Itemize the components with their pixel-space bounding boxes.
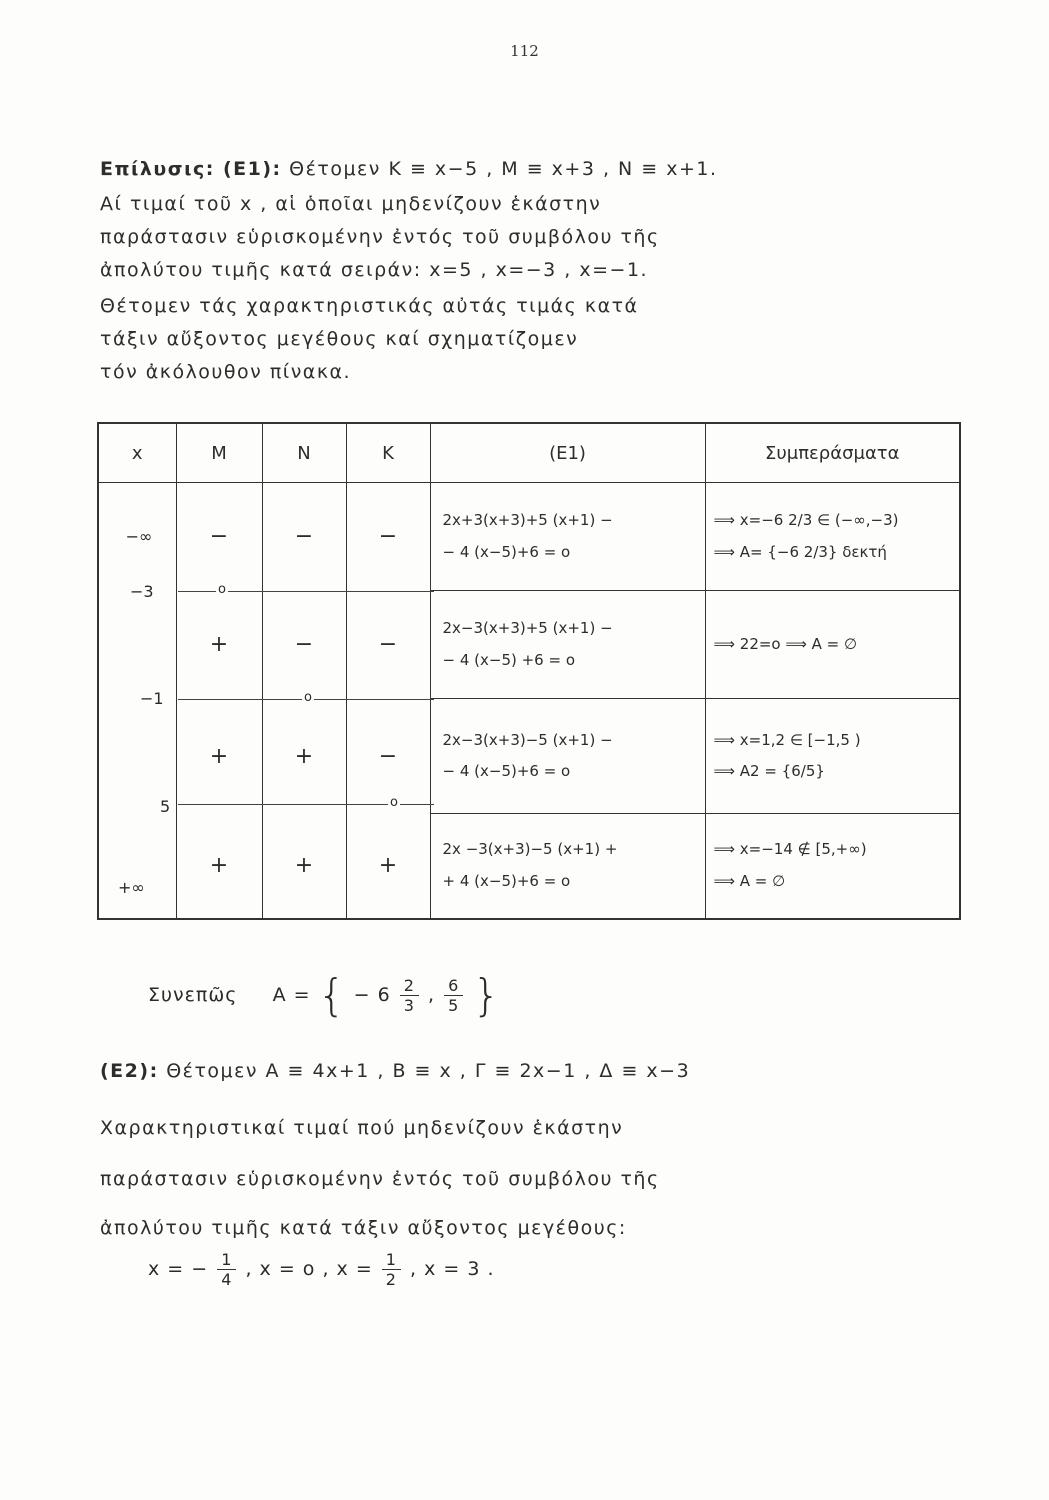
equation-cell	[430, 699, 705, 814]
fraction	[382, 1250, 401, 1289]
equation-line: − 4 (x−5)+6 = o	[442, 542, 571, 561]
table-row	[98, 814, 960, 919]
e2-line-4: ἀπολύτου τιμῆς κατά τάξιν αὔξοντος μεγέθους:	[100, 1217, 627, 1239]
equation-cell	[430, 483, 705, 591]
header-n: N	[262, 423, 346, 483]
intro-line-3: παράστασιν εὑρισκομένην ἐντός τοῦ συμβόλου τῆς	[100, 226, 660, 248]
result-line: ⟹ 22=o ⟹ A = ∅	[713, 634, 858, 653]
para2-line-2: τάξιν αὔξοντος μεγέθους καί σχηματίζομεν	[100, 328, 579, 350]
fraction-denominator: 4	[221, 1270, 233, 1289]
result-cell	[705, 591, 960, 699]
fraction-numerator: 6	[444, 976, 463, 996]
equation-line: − 4 (x−5)+6 = o	[442, 762, 571, 780]
separator: ,	[428, 984, 436, 1006]
fraction-numerator: 2	[400, 976, 419, 996]
header-e1: (E1)	[430, 423, 705, 483]
sign-m: +	[176, 699, 262, 814]
left-brace-icon: {	[317, 970, 347, 1021]
value-pre: x = −	[148, 1258, 209, 1280]
equation-line: − 4 (x−5) +6 = o	[442, 650, 576, 669]
fraction	[217, 1250, 236, 1289]
sign-n: −	[262, 591, 346, 699]
e2-line-3: παράστασιν εὑρισκομένην ἐντός τοῦ συμβόλου τῆς	[100, 1168, 660, 1190]
fraction	[444, 976, 463, 1015]
e2-line-1-text: Θέτομεν A ≡ 4x+1 , B ≡ x , Γ ≡ 2x−1 , Δ ≡ x−3	[166, 1060, 691, 1082]
equation-cell	[430, 814, 705, 919]
conclusion-minus-six: − 6	[353, 984, 391, 1006]
x-value-plus-infinity: +∞	[118, 878, 145, 897]
right-brace-icon: }	[472, 970, 502, 1021]
intro-line-4: ἀπολύτου τιμῆς κατά σειράν: x=5 , x=−3 , x=−1.	[100, 259, 649, 281]
result-line: ⟹ x=−14 ∉ [5,+∞)	[713, 840, 867, 859]
table-row	[98, 699, 960, 814]
intro-line-2: Αί τιμαί τοῦ x , αἱ ὁποῖαι μηδενίζουν ἑκάστην	[100, 193, 602, 215]
equation-line: 2x+3(x+3)+5 (x+1) −	[442, 511, 613, 529]
fraction-numerator: 1	[382, 1250, 401, 1270]
sign-m: +	[176, 814, 262, 919]
fraction-denominator: 3	[403, 996, 415, 1015]
e2-label: (E2):	[100, 1060, 159, 1082]
x-value-5: 5	[160, 797, 171, 816]
equation-line: 2x−3(x+3)−5 (x+1) −	[442, 730, 613, 749]
fraction	[400, 976, 419, 1015]
zero-mark-k: o	[390, 795, 398, 810]
value-pre: x =	[336, 1258, 373, 1280]
sign-n: −	[262, 483, 346, 591]
fraction-denominator: 2	[385, 1270, 397, 1289]
result-cell	[705, 814, 960, 919]
conclusion-label: Συνεπῶς	[148, 984, 238, 1006]
zero-mark-n: o	[304, 690, 312, 705]
result-cell	[705, 483, 960, 591]
header-m: M	[176, 423, 262, 483]
sign-m: −	[176, 483, 262, 591]
result-line: ⟹ A = ∅	[713, 871, 786, 890]
page-number: 112	[510, 42, 539, 60]
solution-label: Επίλυσις: (E1):	[100, 158, 282, 180]
header-x: x	[98, 423, 176, 483]
e2-line-1	[100, 1060, 690, 1082]
equation-line: + 4 (x−5)+6 = o	[442, 871, 571, 890]
result-line: ⟹ A= {−6 2/3} δεκτή	[713, 542, 887, 561]
value-end: , x = 3 .	[410, 1258, 495, 1280]
result-line: ⟹ x=1,2 ∈ [−1,5 )	[713, 730, 861, 749]
table-row	[98, 591, 960, 699]
sign-k: −	[346, 699, 430, 814]
result-cell	[705, 699, 960, 814]
equation-line: 2x −3(x+3)−5 (x+1) +	[442, 840, 618, 859]
intro-line-1	[100, 158, 718, 180]
header-conclusions: Συμπεράσματα	[705, 423, 960, 483]
x-value-minus-1: −1	[140, 689, 164, 708]
conclusion	[148, 970, 501, 1021]
zero-mark-m: o	[218, 582, 226, 597]
intro-line-1-text: Θέτομεν K ≡ x−5 , M ≡ x+3 , N ≡ x+1.	[289, 158, 718, 180]
e2-values	[148, 1250, 495, 1289]
equation-line: 2x−3(x+3)+5 (x+1) −	[442, 619, 613, 637]
sign-k: −	[346, 591, 430, 699]
x-axis-column	[98, 483, 176, 919]
header-k: K	[346, 423, 430, 483]
e2-line-2: Χαρακτηριστικαί τιμαί πού μηδενίζουν ἑκάστην	[100, 1117, 624, 1139]
sign-k: +	[346, 814, 430, 919]
fraction-numerator: 1	[217, 1250, 236, 1270]
sign-k: −	[346, 483, 430, 591]
sign-n: +	[262, 814, 346, 919]
table-row	[98, 483, 960, 591]
sign-n: +	[262, 699, 346, 814]
result-line: ⟹ x=−6 2/3 ∈ (−∞,−3)	[713, 511, 899, 529]
x-value-minus-infinity: −∞	[125, 527, 153, 546]
para2-line-3: τόν ἀκόλουθον πίνακα.	[100, 361, 352, 383]
sign-m: +	[176, 591, 262, 699]
value-mid: , x = o ,	[245, 1258, 330, 1280]
fraction-denominator: 5	[448, 996, 460, 1015]
conclusion-lhs: A =	[272, 984, 311, 1006]
para2-line-1: Θέτομεν τάς χαρακτηριστικάς αὐτάς τιμάς κατά	[100, 295, 639, 317]
sign-table	[97, 422, 961, 920]
result-line: ⟹ A2 = {6/5}	[713, 762, 825, 780]
equation-cell	[430, 591, 705, 699]
x-value-minus-3: −3	[130, 582, 154, 601]
table-header-row	[98, 423, 960, 483]
